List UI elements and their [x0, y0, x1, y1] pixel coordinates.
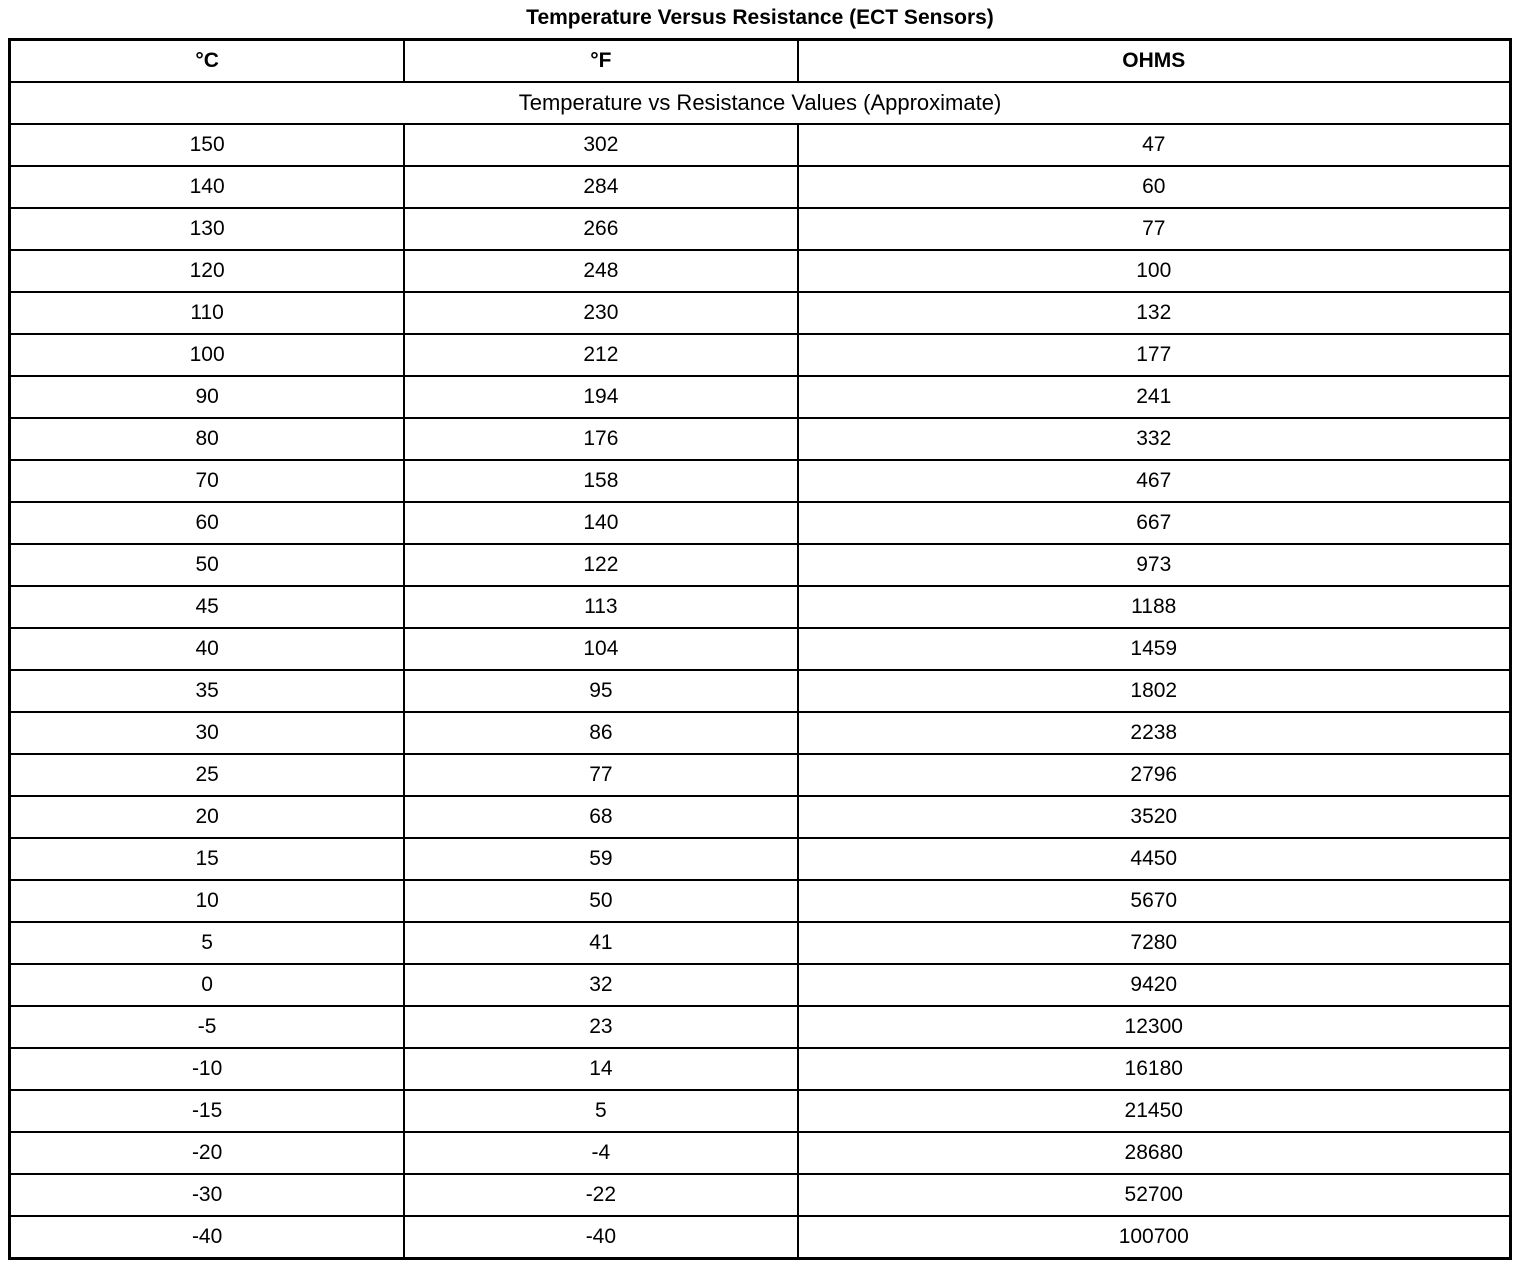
table-row: [10, 712, 1511, 754]
table-cell: 7280: [798, 922, 1511, 964]
table-cell: 100700: [798, 1216, 1511, 1259]
table-cell: 5: [404, 1090, 797, 1132]
table-cell: 25: [10, 754, 405, 796]
table-cell: 68: [404, 796, 797, 838]
table-cell: 973: [798, 544, 1511, 586]
table-row: [10, 1048, 1511, 1090]
table-header: [10, 40, 1511, 125]
table-cell: 284: [404, 166, 797, 208]
page-title: Temperature Versus Resistance (ECT Sensors): [526, 6, 994, 29]
table-row: [10, 964, 1511, 1006]
table-subtitle: Temperature vs Resistance Values (Approximate): [10, 82, 1511, 124]
table-row: [10, 1216, 1511, 1259]
table-row: [10, 250, 1511, 292]
table-cell: 1188: [798, 586, 1511, 628]
table-row: [10, 796, 1511, 838]
table-cell: 95: [404, 670, 797, 712]
table-cell: 10: [10, 880, 405, 922]
table-subtitle-row: [10, 82, 1511, 124]
table-cell: 70: [10, 460, 405, 502]
table-cell: 176: [404, 418, 797, 460]
table-cell: -10: [10, 1048, 405, 1090]
table-cell: 35: [10, 670, 405, 712]
table-row: [10, 376, 1511, 418]
table-row: [10, 418, 1511, 460]
table-cell: 28680: [798, 1132, 1511, 1174]
table-cell: 15: [10, 838, 405, 880]
table-cell: 59: [404, 838, 797, 880]
table-cell: -30: [10, 1174, 405, 1216]
table-row: [10, 502, 1511, 544]
table-cell: -22: [404, 1174, 797, 1216]
table-cell: 158: [404, 460, 797, 502]
table-row: [10, 1090, 1511, 1132]
table-row: [10, 460, 1511, 502]
table-row: [10, 292, 1511, 334]
table-cell: 130: [10, 208, 405, 250]
table-row: [10, 124, 1511, 166]
table-row: [10, 670, 1511, 712]
table-cell: 60: [798, 166, 1511, 208]
table-cell: 194: [404, 376, 797, 418]
table-header-row: [10, 40, 1511, 83]
table-cell: 5670: [798, 880, 1511, 922]
table-row: [10, 166, 1511, 208]
table-cell: 212: [404, 334, 797, 376]
table-row: [10, 334, 1511, 376]
table-cell: 77: [404, 754, 797, 796]
table-cell: 241: [798, 376, 1511, 418]
table-cell: 140: [404, 502, 797, 544]
table-cell: 16180: [798, 1048, 1511, 1090]
table-cell: -40: [10, 1216, 405, 1259]
table-cell: 5: [10, 922, 405, 964]
table-cell: -20: [10, 1132, 405, 1174]
table-cell: 4450: [798, 838, 1511, 880]
table-cell: 77: [798, 208, 1511, 250]
table-cell: 50: [10, 544, 405, 586]
column-header-fahrenheit: °F: [404, 40, 797, 83]
table-cell: 467: [798, 460, 1511, 502]
table-cell: 150: [10, 124, 405, 166]
table-row: [10, 1132, 1511, 1174]
table-cell: 80: [10, 418, 405, 460]
table-cell: -40: [404, 1216, 797, 1259]
table-cell: 40: [10, 628, 405, 670]
table-cell: 100: [798, 250, 1511, 292]
table-cell: 30: [10, 712, 405, 754]
table-cell: -4: [404, 1132, 797, 1174]
temperature-resistance-table: [8, 38, 1512, 1260]
table-row: [10, 880, 1511, 922]
table-row: [10, 838, 1511, 880]
column-header-celsius: °C: [10, 40, 405, 83]
table-cell: 2238: [798, 712, 1511, 754]
table-cell: 3520: [798, 796, 1511, 838]
table-cell: 52700: [798, 1174, 1511, 1216]
table-cell: 1459: [798, 628, 1511, 670]
table-cell: 23: [404, 1006, 797, 1048]
table-row: [10, 1174, 1511, 1216]
table-cell: 41: [404, 922, 797, 964]
table-cell: 120: [10, 250, 405, 292]
table-cell: 50: [404, 880, 797, 922]
table-row: [10, 208, 1511, 250]
table-cell: 0: [10, 964, 405, 1006]
table-cell: 266: [404, 208, 797, 250]
table-cell: 90: [10, 376, 405, 418]
table-cell: 132: [798, 292, 1511, 334]
table-cell: 104: [404, 628, 797, 670]
table-cell: 302: [404, 124, 797, 166]
table-cell: 110: [10, 292, 405, 334]
table-cell: 1802: [798, 670, 1511, 712]
table-row: [10, 586, 1511, 628]
table-body: [10, 124, 1511, 1259]
table-cell: 86: [404, 712, 797, 754]
table-row: [10, 922, 1511, 964]
table-cell: 21450: [798, 1090, 1511, 1132]
table-cell: 100: [10, 334, 405, 376]
table-cell: 140: [10, 166, 405, 208]
table-cell: 32: [404, 964, 797, 1006]
table-row: [10, 1006, 1511, 1048]
table-cell: 248: [404, 250, 797, 292]
table-cell: 9420: [798, 964, 1511, 1006]
table-cell: 45: [10, 586, 405, 628]
table-cell: 667: [798, 502, 1511, 544]
table-cell: 177: [798, 334, 1511, 376]
table-cell: -5: [10, 1006, 405, 1048]
table-cell: 47: [798, 124, 1511, 166]
table-cell: -15: [10, 1090, 405, 1132]
column-header-ohms: OHMS: [798, 40, 1511, 83]
table-cell: 20: [10, 796, 405, 838]
table-cell: 332: [798, 418, 1511, 460]
table-cell: 2796: [798, 754, 1511, 796]
table-cell: 122: [404, 544, 797, 586]
table-cell: 230: [404, 292, 797, 334]
table-cell: 14: [404, 1048, 797, 1090]
table-cell: 113: [404, 586, 797, 628]
table-row: [10, 754, 1511, 796]
table-row: [10, 544, 1511, 586]
table-cell: 12300: [798, 1006, 1511, 1048]
table-row: [10, 628, 1511, 670]
table-cell: 60: [10, 502, 405, 544]
